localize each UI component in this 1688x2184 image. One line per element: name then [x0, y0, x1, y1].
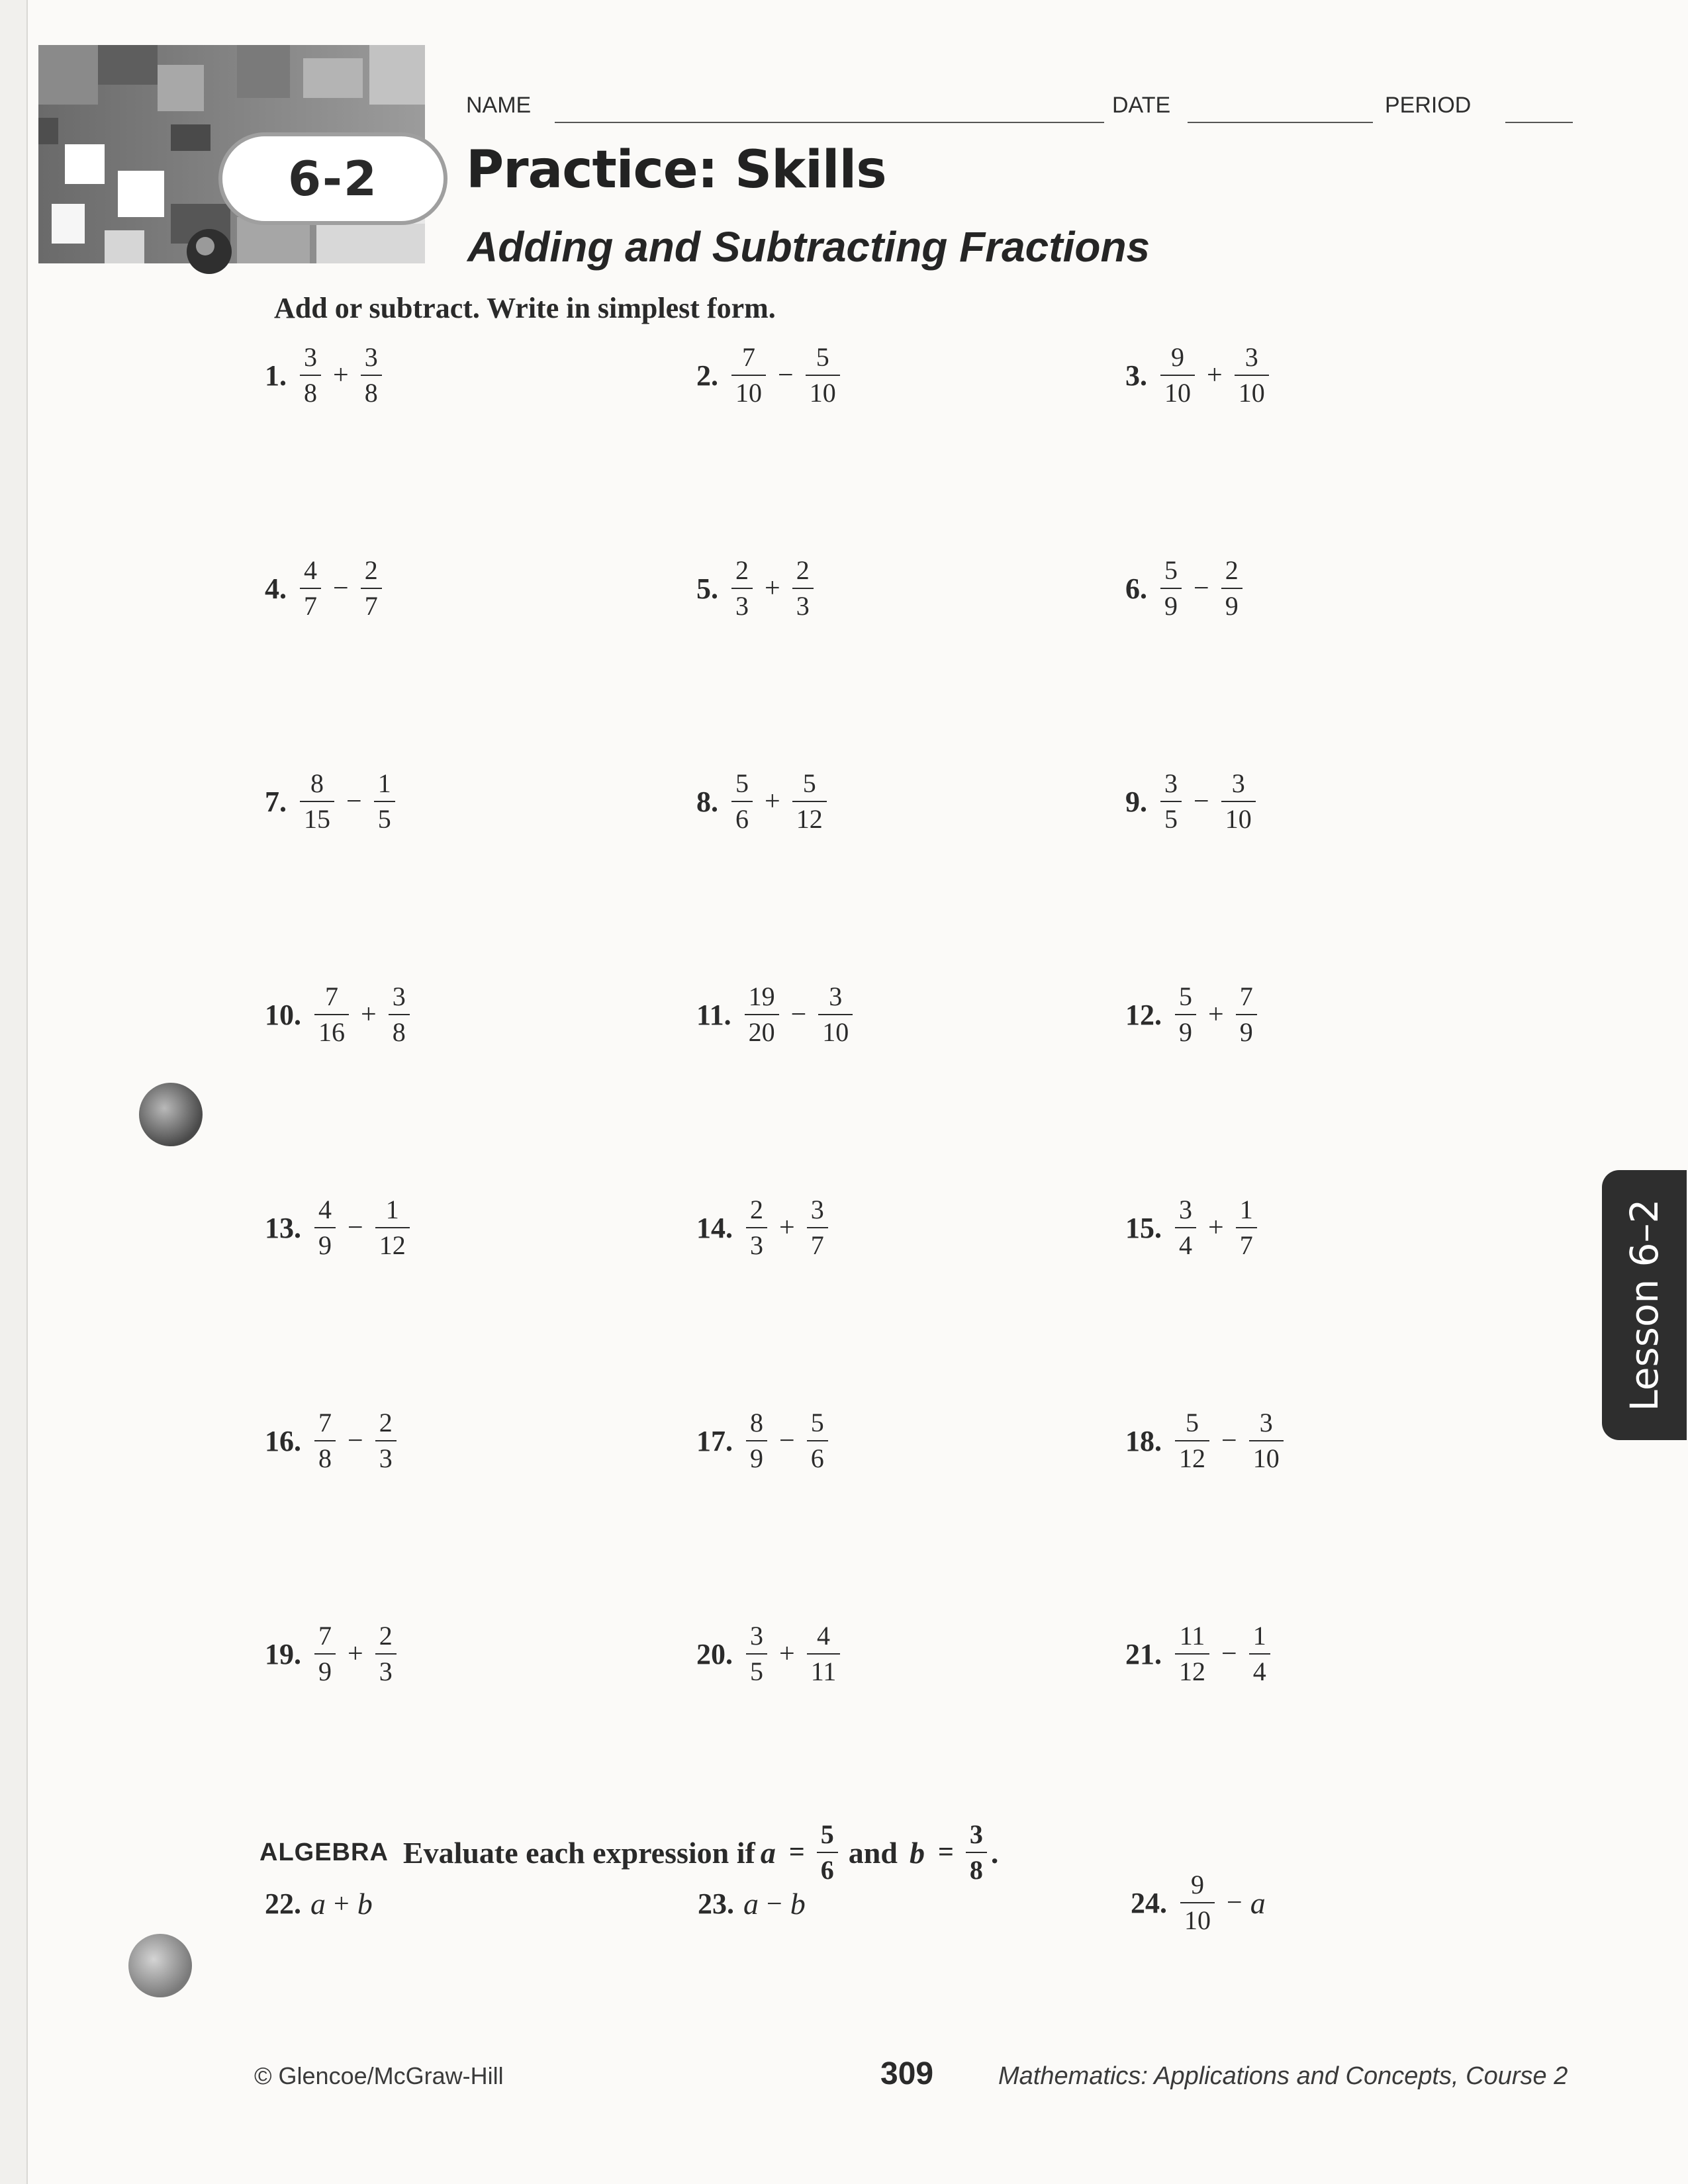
- problem-number: 11.: [696, 998, 731, 1031]
- denominator: 4: [1179, 1230, 1192, 1260]
- fraction: [361, 344, 382, 406]
- fraction-bar: [807, 1653, 841, 1655]
- fraction: [1221, 770, 1256, 833]
- fraction: [314, 1410, 336, 1472]
- fraction-bar: [375, 1227, 410, 1228]
- denominator: 10: [1225, 804, 1252, 834]
- problem-22: [265, 1886, 373, 1921]
- problem-17: [696, 1410, 832, 1472]
- denominator: 9: [318, 1657, 332, 1686]
- problem-number: 14.: [696, 1211, 733, 1244]
- numerator: 5: [1186, 1408, 1199, 1437]
- numerator: 7: [318, 1621, 332, 1651]
- problem-9: [1125, 770, 1260, 833]
- operator: +: [779, 1212, 795, 1243]
- operator: +: [361, 999, 377, 1030]
- numerator: 2: [1225, 555, 1239, 585]
- numerator: 1: [385, 1195, 399, 1224]
- algebra-tag: ALGEBRA: [259, 1838, 389, 1866]
- operator: −: [1221, 1426, 1237, 1456]
- numerator: 2: [379, 1621, 393, 1651]
- fraction-bar: [375, 1653, 397, 1655]
- denominator: 8: [364, 378, 378, 408]
- denominator: 7: [1239, 1230, 1253, 1260]
- problem-6: [1125, 557, 1246, 619]
- denominator: 6: [810, 1443, 824, 1473]
- numerator: 8: [750, 1408, 763, 1437]
- problem-14: [696, 1197, 832, 1259]
- denominator: 10: [1238, 378, 1265, 408]
- numerator: 3: [1259, 1408, 1273, 1437]
- numerator: 3: [750, 1621, 763, 1651]
- fraction: [1249, 1410, 1284, 1472]
- side-tab-label: Lesson 6–2: [1622, 1199, 1667, 1412]
- denominator: 8: [304, 378, 317, 408]
- operator: −: [348, 1212, 363, 1243]
- denominator: 12: [1179, 1443, 1205, 1473]
- operator: +: [348, 1639, 363, 1669]
- fraction-bar: [1249, 1440, 1284, 1441]
- fraction-bar: [1175, 1653, 1209, 1655]
- fraction: [792, 770, 827, 833]
- fraction-bar: [1160, 801, 1182, 802]
- problem-24: [1131, 1872, 1266, 1934]
- numerator: 3: [1231, 768, 1245, 798]
- problem-number: 23.: [698, 1888, 734, 1920]
- fraction: [746, 1623, 767, 1685]
- fraction: [1236, 1197, 1257, 1259]
- fraction: [806, 344, 840, 406]
- numerator: 9: [1191, 1870, 1204, 1899]
- fraction-bar: [361, 588, 382, 589]
- problem-number: 18.: [1125, 1424, 1162, 1457]
- fraction: [300, 557, 321, 619]
- problem-number: 9.: [1125, 785, 1147, 818]
- fraction: [1175, 983, 1196, 1046]
- denominator: 9: [1179, 1017, 1192, 1047]
- fraction: [792, 557, 814, 619]
- denominator: 10: [1184, 1905, 1211, 1935]
- numerator: 3: [392, 981, 406, 1011]
- problem-number: 19.: [265, 1637, 301, 1670]
- numerator: 2: [796, 555, 810, 585]
- denominator: 6: [735, 804, 749, 834]
- operator: −: [1221, 1639, 1237, 1669]
- course-title: Mathematics: Applications and Concepts, Course 2: [998, 2062, 1568, 2090]
- numerator: 4: [304, 555, 317, 585]
- fraction-bar: [745, 1014, 779, 1015]
- problem-1: [265, 344, 386, 406]
- numerator: 11: [1179, 1621, 1205, 1651]
- denominator: 4: [1252, 1657, 1266, 1686]
- numerator: 3: [1164, 768, 1178, 798]
- fraction: [1235, 344, 1269, 406]
- numerator: 5: [816, 342, 829, 372]
- numerator: 3: [1244, 342, 1258, 372]
- problem-13: [265, 1197, 414, 1259]
- fraction-bar: [807, 1227, 828, 1228]
- numerator: 7: [1239, 981, 1253, 1011]
- fraction-bar: [300, 588, 321, 589]
- problem-21: [1125, 1623, 1274, 1685]
- fraction: [1236, 983, 1257, 1046]
- numerator: 2: [750, 1195, 763, 1224]
- problem-number: 21.: [1125, 1637, 1162, 1670]
- problem-number: 1.: [265, 359, 287, 392]
- name-field[interactable]: [555, 122, 1104, 123]
- problem-number: 16.: [265, 1424, 301, 1457]
- fraction: [314, 983, 349, 1046]
- var-b: b: [909, 1835, 925, 1870]
- denominator: 5: [377, 804, 391, 834]
- denominator: 9: [750, 1443, 763, 1473]
- problem-number: 3.: [1125, 359, 1147, 392]
- fraction: [731, 770, 753, 833]
- problem-12: [1125, 983, 1261, 1046]
- fraction: [1175, 1410, 1209, 1472]
- copyright: © Glencoe/McGraw-Hill: [254, 2062, 504, 2089]
- and-word: and: [848, 1835, 898, 1870]
- numerator: 4: [318, 1195, 332, 1224]
- fraction: [300, 344, 321, 406]
- fraction-bar: [806, 375, 840, 376]
- operator: −: [346, 786, 362, 817]
- fraction-bar: [792, 588, 814, 589]
- operator: +: [334, 1888, 350, 1919]
- operator: −: [779, 1426, 795, 1456]
- fraction-bar: [361, 375, 382, 376]
- problem-16: [265, 1410, 400, 1472]
- problem-7: [265, 770, 399, 833]
- fraction-bar: [807, 1440, 828, 1441]
- operator: +: [1207, 360, 1223, 390]
- name-label: NAME: [466, 93, 532, 118]
- operator: −: [767, 1888, 782, 1919]
- fraction-bar: [731, 801, 753, 802]
- period-field[interactable]: [1505, 122, 1573, 123]
- problem-number: 20.: [696, 1637, 733, 1670]
- numerator: 3: [829, 981, 843, 1011]
- fraction: [1160, 770, 1182, 833]
- fraction: [1175, 1623, 1209, 1685]
- numerator: 5: [820, 1819, 834, 1849]
- var-a: a: [760, 1835, 776, 1870]
- denominator: 8: [318, 1443, 332, 1473]
- denominator: 9: [1239, 1017, 1253, 1047]
- fraction-bar: [818, 1014, 853, 1015]
- fraction: [374, 770, 395, 833]
- numerator: 7: [325, 981, 338, 1011]
- problem-number: 4.: [265, 572, 287, 605]
- fraction: [807, 1623, 841, 1685]
- equals-sign: =: [788, 1837, 805, 1868]
- problem-number: 13.: [265, 1211, 301, 1244]
- problem-number: 2.: [696, 359, 718, 392]
- numerator: 3: [969, 1819, 983, 1849]
- fraction: [807, 1410, 828, 1472]
- problem-number: 12.: [1125, 998, 1162, 1031]
- page-title: Practice: Skills: [466, 140, 886, 200]
- fraction-bar: [1236, 1014, 1257, 1015]
- fraction-bar: [792, 801, 827, 802]
- problem-number: 5.: [696, 572, 718, 605]
- fraction: [1175, 1197, 1196, 1259]
- problem-18: [1125, 1410, 1288, 1472]
- fraction-bar: [1221, 588, 1243, 589]
- problem-11: [696, 983, 857, 1046]
- numerator: 5: [810, 1408, 824, 1437]
- fraction-bar: [300, 375, 321, 376]
- problem-number: 22.: [265, 1888, 301, 1920]
- fraction-bar: [1180, 1902, 1215, 1903]
- var-a: a: [743, 1887, 759, 1921]
- fraction: [745, 983, 779, 1046]
- problem-19: [265, 1623, 400, 1685]
- equals-sign: =: [937, 1837, 954, 1868]
- page-number: 309: [880, 2056, 934, 2091]
- denominator: 3: [750, 1230, 763, 1260]
- fraction-bar: [1235, 375, 1269, 376]
- lesson-side-tab: [1602, 1170, 1687, 1440]
- problem-23: [698, 1886, 806, 1921]
- page-subtitle: Adding and Subtracting Fractions: [467, 223, 1150, 271]
- operator: −: [1227, 1888, 1243, 1918]
- fraction-bar: [300, 801, 334, 802]
- var-a: a: [310, 1887, 326, 1921]
- numerator: 7: [318, 1408, 332, 1437]
- denominator: 10: [1252, 1443, 1280, 1473]
- numerator: 8: [310, 768, 324, 798]
- fraction-bar: [966, 1852, 987, 1853]
- operator: +: [333, 360, 349, 390]
- instructions: Add or subtract. Write in simplest form.: [274, 292, 776, 324]
- binder-hole: [128, 1934, 192, 1997]
- denominator: 3: [796, 591, 810, 621]
- fraction: [1249, 1623, 1270, 1685]
- fraction-bar: [314, 1653, 336, 1655]
- operator: −: [348, 1426, 363, 1456]
- denominator: 12: [379, 1230, 406, 1260]
- fraction-bar: [314, 1014, 349, 1015]
- var-b: b: [790, 1887, 806, 1921]
- fraction-bar: [1175, 1014, 1196, 1015]
- problem-number: 8.: [696, 785, 718, 818]
- operator: +: [1208, 999, 1224, 1030]
- problem-5: [696, 557, 818, 619]
- fraction: [746, 1410, 767, 1472]
- problem-number: 10.: [265, 998, 301, 1031]
- denominator: 9: [1225, 591, 1239, 621]
- fraction: [389, 983, 410, 1046]
- binder-hole: [139, 1083, 203, 1146]
- fraction-bar: [731, 588, 753, 589]
- problem-8: [696, 770, 831, 833]
- numerator: 3: [304, 342, 317, 372]
- operator: −: [790, 999, 807, 1030]
- numerator: 1: [1252, 1621, 1266, 1651]
- fraction-bar: [314, 1440, 336, 1441]
- fraction: [746, 1197, 767, 1259]
- denominator: 3: [735, 591, 749, 621]
- date-label: DATE: [1112, 93, 1171, 118]
- denominator: 3: [379, 1657, 393, 1686]
- denominator: 7: [810, 1230, 824, 1260]
- numerator: 2: [735, 555, 749, 585]
- date-field[interactable]: [1188, 122, 1373, 123]
- problem-number: 15.: [1125, 1211, 1162, 1244]
- denominator: 8: [969, 1855, 983, 1885]
- fraction: [1221, 557, 1243, 619]
- fraction-bar: [314, 1227, 336, 1228]
- denominator: 10: [809, 378, 836, 408]
- fraction: [731, 344, 766, 406]
- numerator: 2: [379, 1408, 393, 1437]
- operator: −: [1194, 573, 1209, 604]
- problem-number: 7.: [265, 785, 287, 818]
- fraction-bar: [1175, 1227, 1196, 1228]
- fraction-bar: [1249, 1653, 1270, 1655]
- denominator: 12: [796, 804, 823, 834]
- fraction: [731, 557, 753, 619]
- numerator: 5: [735, 768, 749, 798]
- b-value: [966, 1821, 987, 1884]
- denominator: 20: [748, 1017, 775, 1047]
- fraction: [1160, 557, 1182, 619]
- operator: +: [779, 1639, 795, 1669]
- a-value: [817, 1821, 838, 1884]
- numerator: 5: [1164, 555, 1178, 585]
- period-mark: .: [990, 1835, 999, 1870]
- denominator: 10: [1164, 378, 1191, 408]
- denominator: 7: [304, 591, 317, 621]
- operator: +: [765, 786, 780, 817]
- problem-number: 6.: [1125, 572, 1147, 605]
- problem-10: [265, 983, 414, 1046]
- numerator: 19: [748, 981, 775, 1011]
- fraction-bar: [1221, 801, 1256, 802]
- lesson-badge: 6-2: [218, 132, 447, 225]
- var-a: a: [1250, 1886, 1266, 1920]
- fraction: [300, 770, 334, 833]
- denominator: 16: [318, 1017, 345, 1047]
- fraction-bar: [731, 375, 766, 376]
- numerator: 5: [1179, 981, 1192, 1011]
- fraction-bar: [374, 801, 395, 802]
- algebra-text: Evaluate each expression if: [402, 1835, 755, 1870]
- numerator: 3: [810, 1195, 824, 1224]
- numerator: 7: [742, 342, 755, 372]
- numerator: 4: [816, 1621, 830, 1651]
- fraction: [1180, 1872, 1215, 1934]
- scan-edge: [0, 0, 28, 2184]
- problem-3: [1125, 344, 1273, 406]
- fraction: [314, 1197, 336, 1259]
- fraction-bar: [389, 1014, 410, 1015]
- fraction: [314, 1623, 336, 1685]
- problem-20: [696, 1623, 844, 1685]
- denominator: 10: [822, 1017, 849, 1047]
- denominator: 6: [820, 1855, 834, 1885]
- fraction-bar: [746, 1227, 767, 1228]
- denominator: 15: [304, 804, 330, 834]
- numerator: 5: [802, 768, 816, 798]
- fraction-bar: [817, 1852, 838, 1853]
- numerator: 3: [364, 342, 378, 372]
- fraction-bar: [746, 1440, 767, 1441]
- var-b: b: [357, 1887, 373, 1921]
- operator: +: [1208, 1212, 1224, 1243]
- denominator: 5: [1164, 804, 1178, 834]
- numerator: 3: [1179, 1195, 1192, 1224]
- numerator: 9: [1171, 342, 1184, 372]
- fraction: [361, 557, 382, 619]
- denominator: 12: [1179, 1657, 1205, 1686]
- numerator: 1: [1239, 1195, 1253, 1224]
- fraction-bar: [1236, 1227, 1257, 1228]
- numerator: 2: [364, 555, 378, 585]
- problem-15: [1125, 1197, 1261, 1259]
- denominator: 9: [1164, 591, 1178, 621]
- problem-4: [265, 557, 386, 619]
- numerator: 1: [377, 768, 391, 798]
- denominator: 3: [379, 1443, 393, 1473]
- operator: +: [765, 573, 780, 604]
- denominator: 11: [810, 1657, 837, 1686]
- denominator: 9: [318, 1230, 332, 1260]
- fraction: [375, 1623, 397, 1685]
- fraction-bar: [1160, 375, 1195, 376]
- operator: −: [333, 573, 349, 604]
- denominator: 5: [750, 1657, 763, 1686]
- denominator: 7: [364, 591, 378, 621]
- fraction: [375, 1410, 397, 1472]
- fraction-bar: [1175, 1440, 1209, 1441]
- fraction: [1160, 344, 1195, 406]
- fraction-bar: [1160, 588, 1182, 589]
- problem-number: 24.: [1131, 1886, 1167, 1919]
- fraction: [818, 983, 853, 1046]
- algebra-instruction: [259, 1821, 998, 1884]
- fraction: [807, 1197, 828, 1259]
- fraction: [375, 1197, 410, 1259]
- fraction-bar: [375, 1440, 397, 1441]
- problem-number: 17.: [696, 1424, 733, 1457]
- problem-2: [696, 344, 844, 406]
- fraction-bar: [746, 1653, 767, 1655]
- operator: −: [778, 360, 794, 390]
- operator: −: [1194, 786, 1209, 817]
- denominator: 8: [392, 1017, 406, 1047]
- period-label: PERIOD: [1385, 93, 1472, 118]
- denominator: 10: [735, 378, 762, 408]
